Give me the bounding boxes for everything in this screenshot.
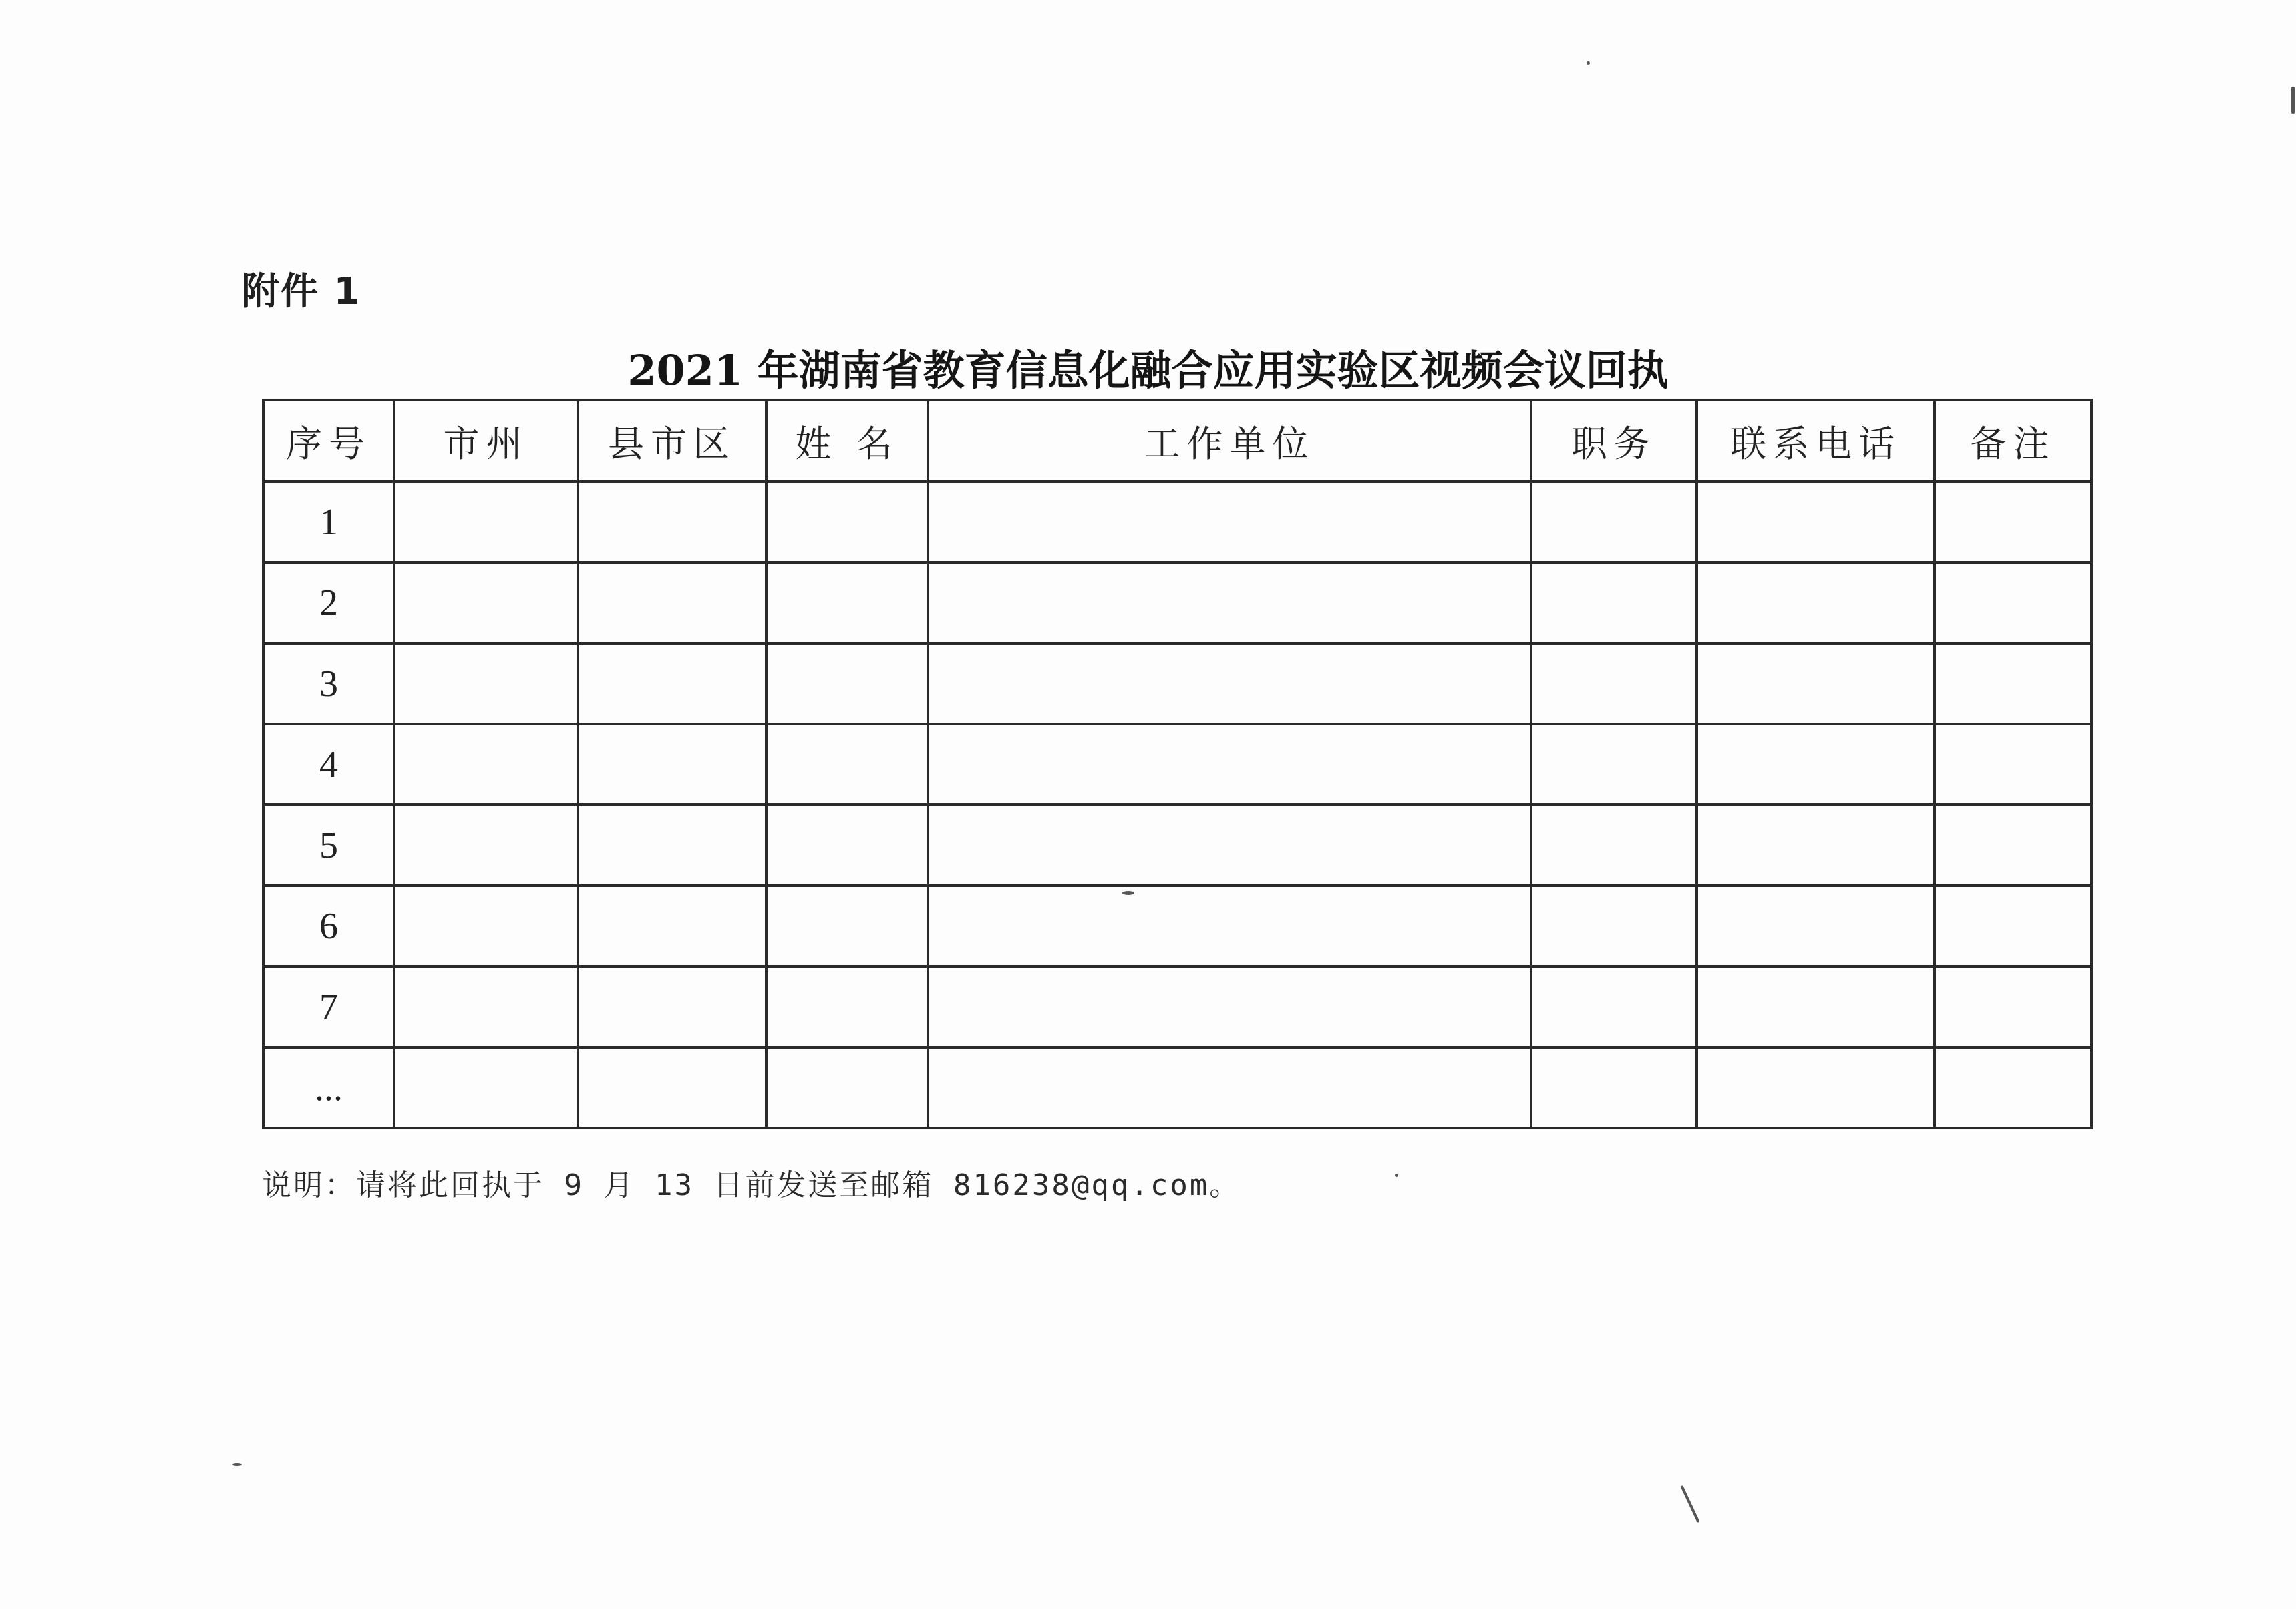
city-cell[interactable] [394, 482, 578, 562]
unit-cell[interactable] [928, 482, 1531, 562]
city-cell[interactable] [394, 724, 578, 805]
name-cell[interactable] [766, 966, 928, 1047]
table-row [263, 1047, 2092, 1128]
county-cell[interactable] [578, 724, 766, 805]
phone-cell[interactable] [1697, 805, 1935, 886]
table-header-row [263, 400, 2092, 482]
seq-cell: 3 [263, 643, 394, 724]
position-cell[interactable] [1531, 482, 1697, 562]
scan-speck [1587, 61, 1590, 65]
remark-cell[interactable] [1935, 643, 2092, 724]
header-name: 姓 名 [766, 400, 928, 482]
header-seq: 序号 [263, 400, 394, 482]
phone-cell[interactable] [1697, 482, 1935, 562]
county-cell[interactable] [578, 562, 766, 643]
table-body [263, 482, 2092, 1128]
document-title: 2021 年湖南省教育信息化融合应用实验区视频会议回执 [627, 346, 1669, 395]
header-city: 市州 [394, 400, 578, 482]
position-cell[interactable] [1531, 562, 1697, 643]
county-cell[interactable] [578, 1047, 766, 1128]
name-cell[interactable] [766, 724, 928, 805]
city-cell[interactable] [394, 886, 578, 966]
scan-speck [1122, 891, 1134, 895]
reply-form-table-wrapper [262, 399, 2093, 1129]
unit-cell[interactable] [928, 643, 1531, 724]
name-cell[interactable] [766, 886, 928, 966]
phone-cell[interactable] [1697, 724, 1935, 805]
city-cell[interactable] [394, 805, 578, 886]
table-row [263, 724, 2092, 805]
county-cell[interactable] [578, 643, 766, 724]
table-row [263, 886, 2092, 966]
city-cell[interactable] [394, 1047, 578, 1128]
seq-cell: 1 [263, 482, 394, 562]
remark-cell[interactable] [1935, 886, 2092, 966]
seq-cell: 5 [263, 805, 394, 886]
reply-form-table [262, 399, 2093, 1129]
scan-speck [2291, 87, 2295, 114]
unit-cell[interactable] [928, 1047, 1531, 1128]
unit-cell[interactable] [928, 724, 1531, 805]
scan-speck [1395, 1174, 1398, 1177]
name-cell[interactable] [766, 805, 928, 886]
attachment-label: 附件 1 [242, 270, 361, 313]
remark-cell[interactable] [1935, 1047, 2092, 1128]
position-cell[interactable] [1531, 805, 1697, 886]
remark-cell[interactable] [1935, 805, 2092, 886]
phone-cell[interactable] [1697, 562, 1935, 643]
phone-cell[interactable] [1697, 1047, 1935, 1128]
instructions-note: 说明：请将此回执于 9 月 13 日前发送至邮箱 816238@qq.com。 [262, 1168, 1241, 1202]
seq-cell: 2 [263, 562, 394, 643]
city-cell[interactable] [394, 643, 578, 724]
county-cell[interactable] [578, 886, 766, 966]
remark-cell[interactable] [1935, 562, 2092, 643]
name-cell[interactable] [766, 482, 928, 562]
name-cell[interactable] [766, 643, 928, 724]
header-phone: 联系电话 [1697, 400, 1935, 482]
remark-cell[interactable] [1935, 966, 2092, 1047]
table-row [263, 562, 2092, 643]
table-row [263, 805, 2092, 886]
position-cell[interactable] [1531, 1047, 1697, 1128]
city-cell[interactable] [394, 966, 578, 1047]
table-row [263, 643, 2092, 724]
phone-cell[interactable] [1697, 886, 1935, 966]
table-row [263, 966, 2092, 1047]
scan-speck [232, 1463, 242, 1466]
unit-cell[interactable] [928, 966, 1531, 1047]
header-unit: 工作单位 [928, 400, 1531, 482]
name-cell[interactable] [766, 562, 928, 643]
position-cell[interactable] [1531, 886, 1697, 966]
seq-cell: 4 [263, 724, 394, 805]
remark-cell[interactable] [1935, 482, 2092, 562]
county-cell[interactable] [578, 966, 766, 1047]
county-cell[interactable] [578, 805, 766, 886]
unit-cell[interactable] [928, 562, 1531, 643]
position-cell[interactable] [1531, 966, 1697, 1047]
position-cell[interactable] [1531, 724, 1697, 805]
remark-cell[interactable] [1935, 724, 2092, 805]
phone-cell[interactable] [1697, 643, 1935, 724]
name-cell[interactable] [766, 1047, 928, 1128]
position-cell[interactable] [1531, 643, 1697, 724]
scan-speck [1681, 1485, 1700, 1523]
header-remark: 备注 [1935, 400, 2092, 482]
header-county: 县市区 [578, 400, 766, 482]
table-row [263, 482, 2092, 562]
seq-cell: 6 [263, 886, 394, 966]
city-cell[interactable] [394, 562, 578, 643]
seq-cell: ... [263, 1047, 394, 1128]
seq-cell: 7 [263, 966, 394, 1047]
header-position: 职务 [1531, 400, 1697, 482]
unit-cell[interactable] [928, 805, 1531, 886]
unit-cell[interactable] [928, 886, 1531, 966]
phone-cell[interactable] [1697, 966, 1935, 1047]
county-cell[interactable] [578, 482, 766, 562]
